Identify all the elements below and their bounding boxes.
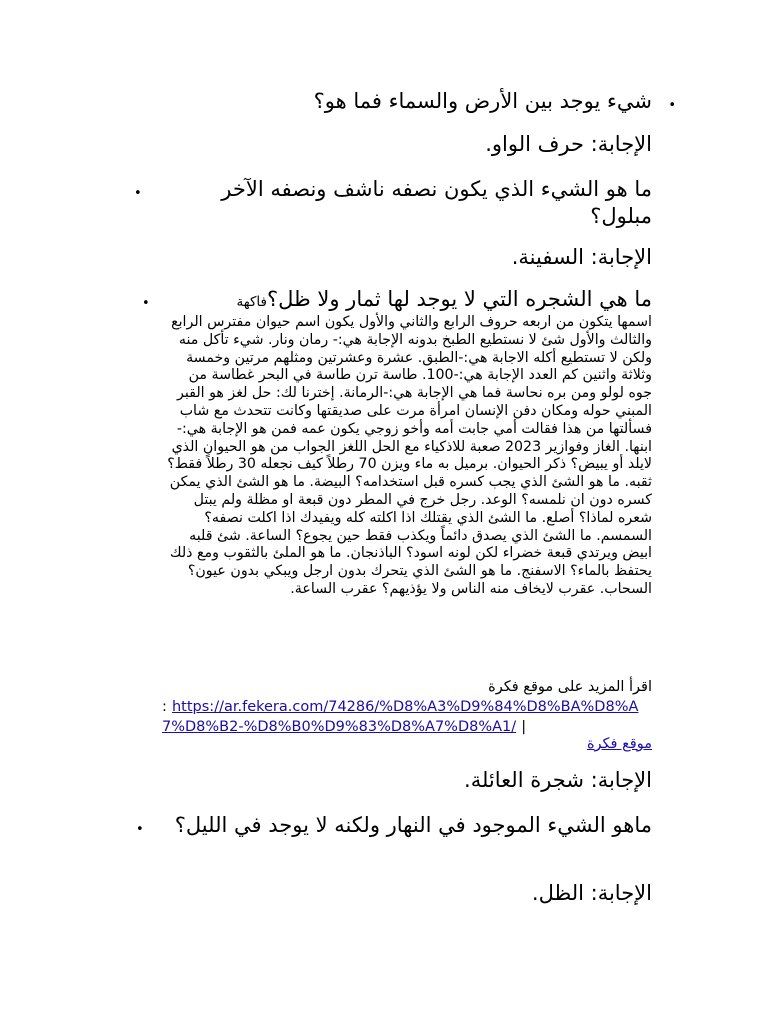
answer-1: الإجابة: حرف الواو. <box>485 132 652 156</box>
bullet-3: • <box>142 296 150 311</box>
question-3 <box>142 286 652 316</box>
source-link-block <box>162 696 652 736</box>
answer-3: الإجابة: شجرة العائلة. <box>464 768 652 792</box>
answer-4: الإجابة: الظل. <box>531 881 652 905</box>
question-3-tail: فاكهة <box>236 294 267 310</box>
answer-2: الإجابة: السفينة. <box>511 245 652 269</box>
bullet-1: • <box>668 98 676 113</box>
question-4 <box>136 812 652 839</box>
question-2 <box>134 176 652 230</box>
bullet-2: • <box>134 186 142 201</box>
question-1-text: شيء يوجد بين الأرض والسماء فما هو؟ <box>313 89 652 113</box>
read-more-label: اقرأ المزيد على موقع فكرة <box>488 679 652 695</box>
read-more-colon: : <box>162 699 167 715</box>
question-3-text: ما هي الشجره التي لا يوجد لها ثمار ولا ظل؟ <box>266 287 652 311</box>
site-name-link[interactable]: موقع فكرة <box>586 736 652 752</box>
source-link[interactable]: https://ar.fekera.com/74286/%D8%A3%D9%84%D8%BA%D8%A7%D8%B2-%D8%B0%D9%83%D8%A7%D8%A1/ <box>162 699 639 735</box>
site-name-line <box>152 733 652 753</box>
question-1 <box>152 88 676 115</box>
link-separator: | <box>521 719 527 735</box>
embedded-riddles-paragraph: اسمها يتكون من اربعه حروف الرابع والثاني والأول يكون اسم حيوان مفترس الرابع والثالث والأول شئ لا نستطيع الطبخ بدونه الإجابة هي:- رمان ونار. شيء تأكل منه ولكن لا تستطيع أكله الاجابة هي:-الطبق. عشرة وعشرتين ومثلهم مرتين وخمسة وثلاثة واثنين كم العدد الإجابة هي:-100. طاسة ترن طاسة في البحر غطاسة من جوه لولو ومن بره نحاسة فما هي الإجابة هي:-الرمانة. إخترنا لك: حل لغز هو القبر المبني حوله ومكان دفن الإنسان امرأة مرت على صديقتها وكانت تتحدث مع شاب فسألتها من هذا فقالت أمي جابت أمه وأخو زوجي يكون عمه فمن هو الإجابة هي:-ابنها. الغاز وفوازير 2023 صعبة للاذكياء مع الحل اللغز الجواب من هو الحيوان الذي لايلد أو يبيض؟ ذكر الحيوان. برميل به ماء ويزن 70 رطلاً كيف نجعله 30 رطلاً فقط؟ ثقبه. ما هو الشئ الذي يجب كسره قبل استخدامه؟ البيضة. ما هو الشئ الذي يمكن كسره دون ان نلمسه؟ الوعد. رجل خرج في المطر دون قبعة او مظلة ولم يبتل شعره لماذا؟ أصلع. ما الشئ الذي يقتلك اذا اكلته كله ويفيدك اذا اكلت نصفه؟ السمسم. ما الشئ الذي يصدق دائماً ويكذب فقط حين يجوع؟ الساعة. شئ قلبه ابيض ويرتدي قبعة خضراء لكن لونه اسود؟ الباذنجان. ما هو الملئ بالثقوب ومع ذلك يحتفظ بالماء؟ الاسفنج. ما هو الشئ الذي يتحرك بدون ارجل ويبكي بدون عيون؟ السحاب. عقرب لايخاف منه الناس ولا يؤذيهم؟ عقرب الساعة. <box>167 314 652 597</box>
bullet-4: • <box>136 822 144 837</box>
question-4-text: ماهو الشيء الموجود في النهار ولكنه لا يوجد في الليل؟ <box>174 813 652 837</box>
question-2-text: ما هو الشيء الذي يكون نصفه ناشف ونصفه الآخر مبلول؟ <box>221 177 652 228</box>
